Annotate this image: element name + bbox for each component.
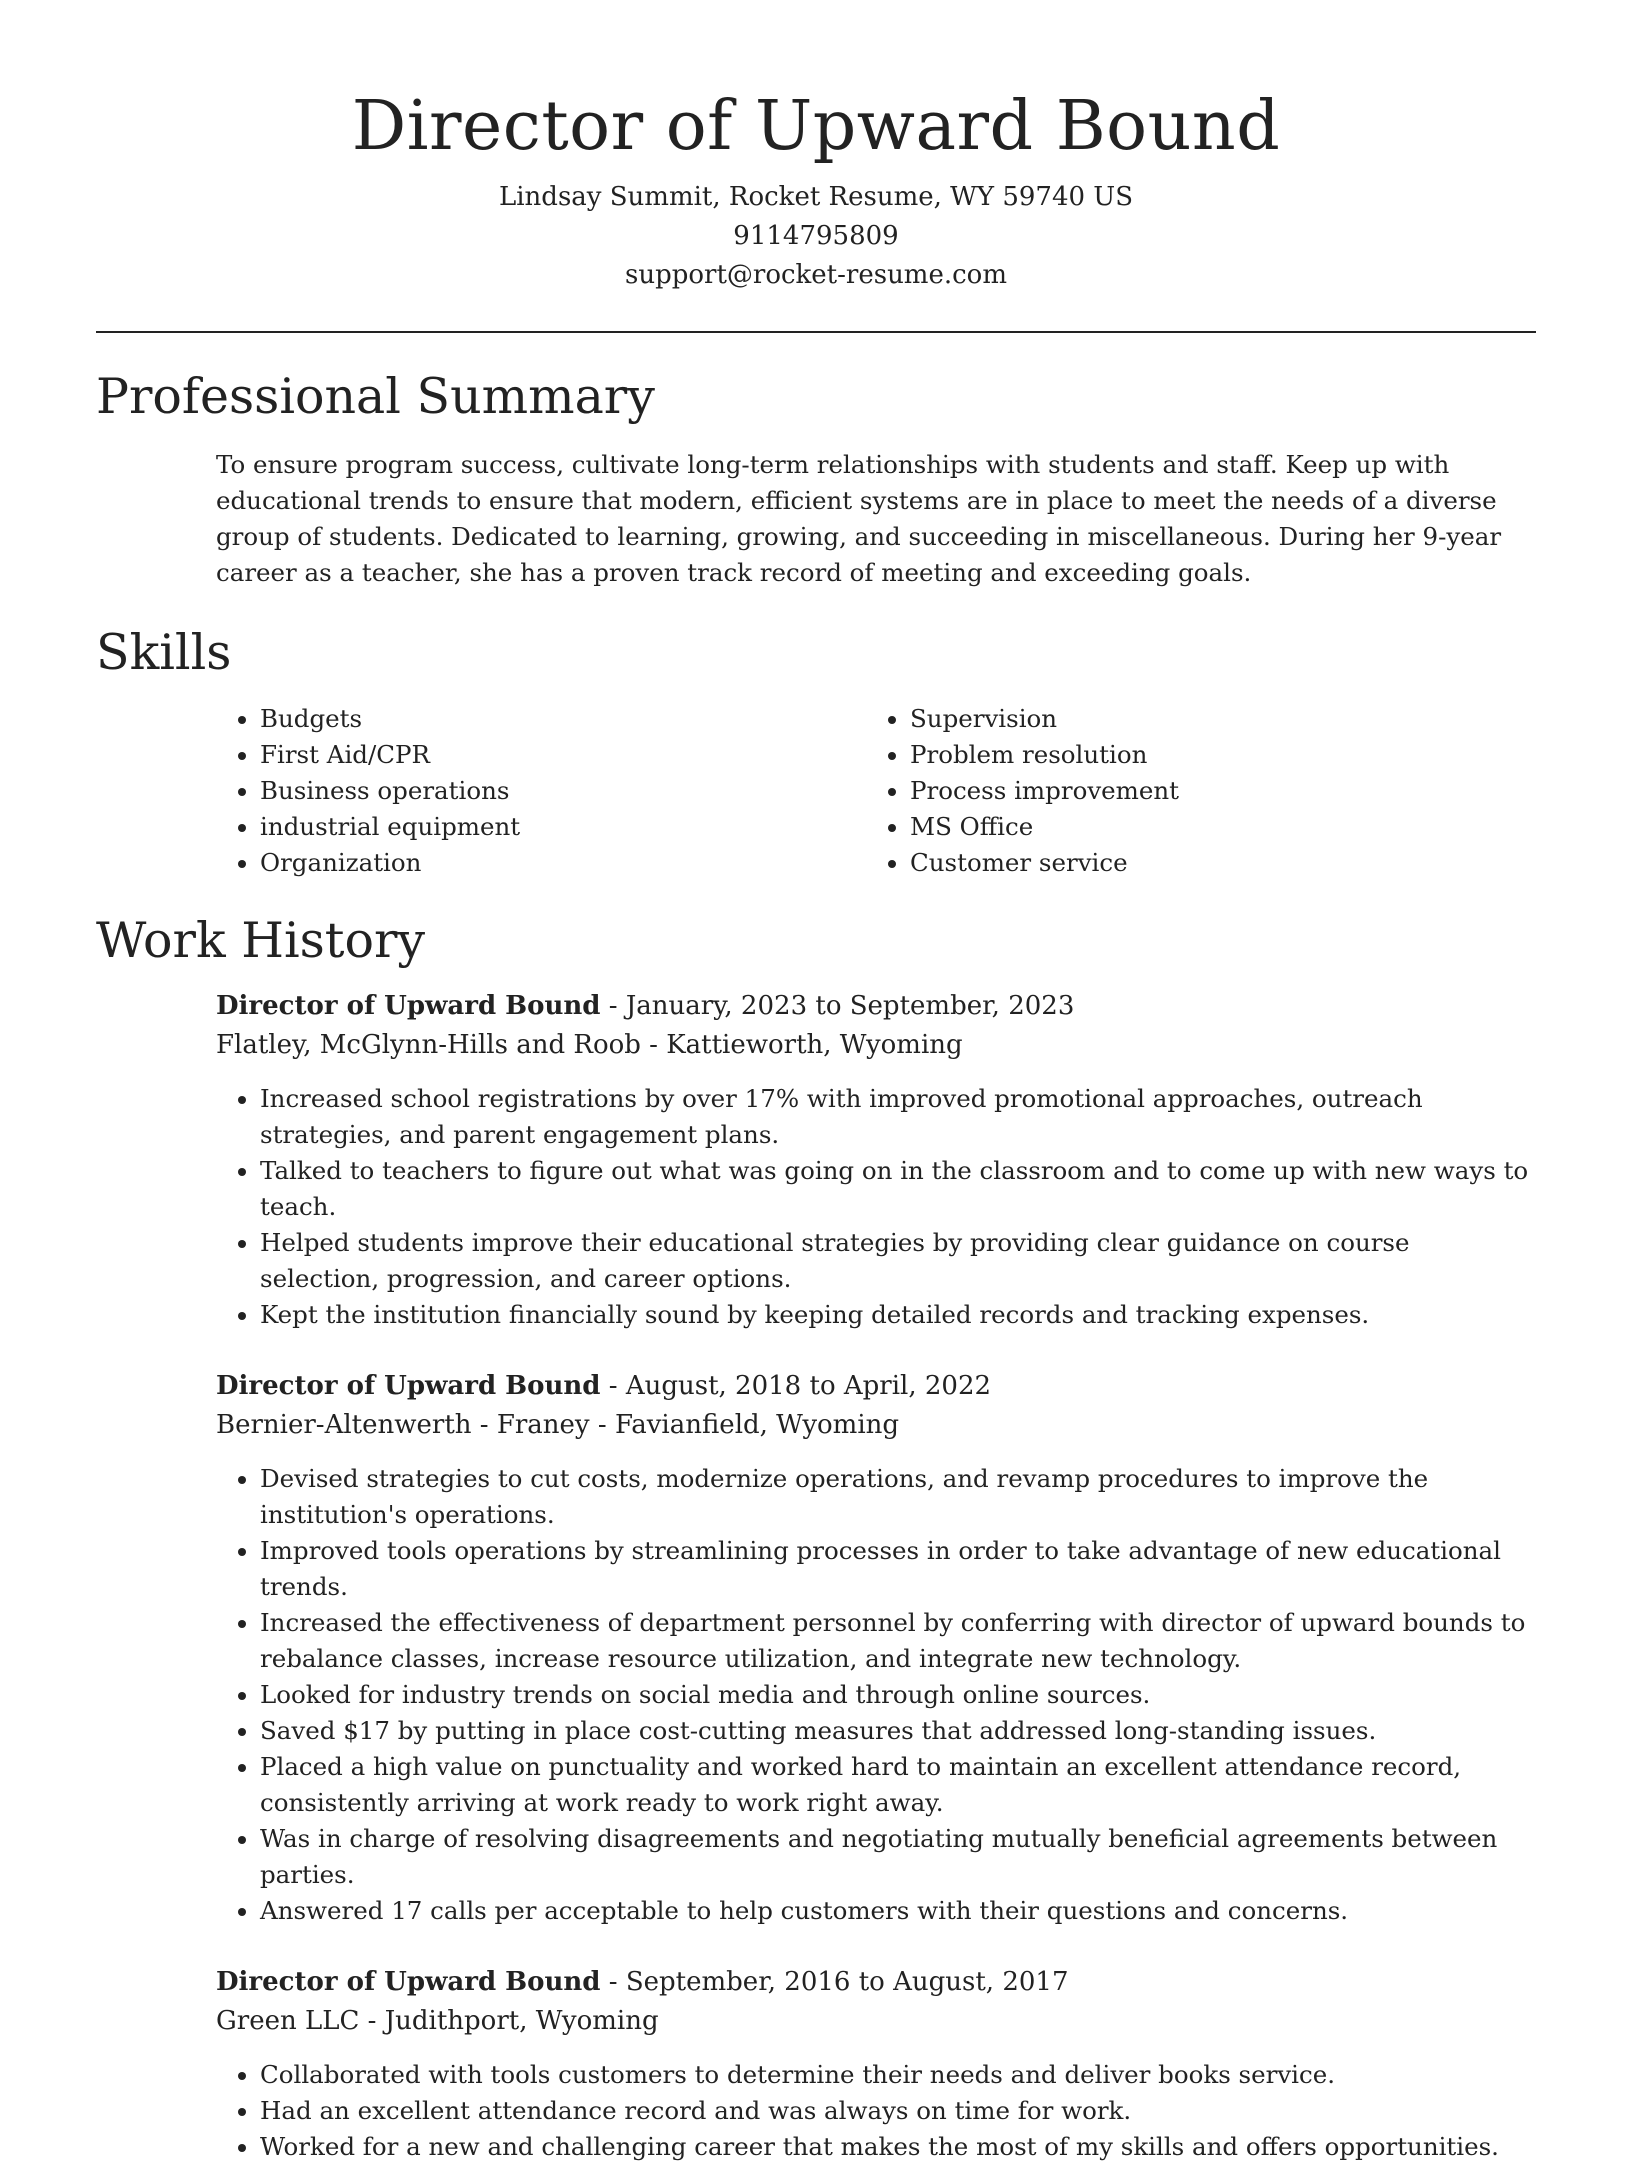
job-header: Director of Upward Bound - August, 2018 to April, 2022 [216,1371,992,1401]
resume-name: Director of Upward Bound [351,87,1281,166]
job-bullet: • Helped students improve their educational strategies by providing clear guidance on course selection, progression, and career options. [260,1225,1536,1297]
resume-header [96,0,1536,295]
job-dates: August, 2018 to April, 2022 [625,1371,992,1401]
job-bullet: • Looked for industry trends on social media and through online sources. [260,1677,1536,1713]
job-role: Director of Upward Bound [216,991,601,1021]
job-bullet: • Increased school registrations by over 17% with improved promotional approaches, outreach strategies, and parent engagement plans. [260,1081,1536,1153]
skills-list-left [216,701,866,881]
job-bullet: • Kept the institution financially sound by keeping detailed records and tracking expenses. [260,1297,1536,1333]
skill-item: • Customer service [910,845,1516,881]
header-divider [96,331,1536,333]
skill-item: • Business operations [260,773,866,809]
job-company: Bernier-Altenwerth - Franey - Favianfield, Wyoming [216,1410,900,1440]
skill-item: • Organization [260,845,866,881]
job-bullet: • Devised strategies to cut costs, modernize operations, and revamp procedures to improve the institution's operations. [260,1461,1536,1533]
skill-item: • MS Office [910,809,1516,845]
job-dates: January, 2023 to September, 2023 [625,991,1075,1021]
skills-grid [216,701,1536,881]
job-bullets [216,1081,1536,1333]
job-entry [216,1963,1536,2165]
job-role: Director of Upward Bound [216,1967,601,1997]
contact-email: support@rocket-resume.com [624,260,1007,290]
job-bullet: • Answered 17 calls per acceptable to help customers with their questions and concerns. [260,1893,1536,1929]
job-bullet: • Worked for a new and challenging career that makes the most of my skills and offers opportunities. [260,2129,1536,2165]
job-dates: September, 2016 to August, 2017 [625,1967,1069,1997]
skills-list-right [866,701,1516,881]
job-bullet: • Collaborated with tools customers to determine their needs and deliver books service. [260,2057,1536,2093]
contact-address: Lindsay Summit, Rocket Resume, WY 59740 US [498,182,1134,212]
skill-item: • Supervision [910,701,1516,737]
skill-item: • Problem resolution [910,737,1516,773]
job-bullets [216,1461,1536,1929]
job-bullet: • Had an excellent attendance record and was always on time for work. [260,2093,1536,2129]
job-bullet: • Talked to teachers to figure out what was going on in the classroom and to come up with new ways to teach. [260,1153,1536,1225]
contact-phone: 9114795809 [733,221,899,251]
job-bullet: • Saved $17 by putting in place cost-cutting measures that addressed long-standing issues. [260,1713,1536,1749]
summary-heading: Professional Summary [96,368,655,425]
skills-heading: Skills [96,624,232,681]
skill-item: • First Aid/CPR [260,737,866,773]
skill-item: • Budgets [260,701,866,737]
job-company: Flatley, McGlynn-Hills and Roob - Kattieworth, Wyoming [216,1030,963,1060]
job-entry [216,1367,1536,1929]
job-entry [216,987,1536,1333]
skill-item: • industrial equipment [260,809,866,845]
job-company: Green LLC - Judithport, Wyoming [216,2006,659,2036]
job-bullet: • Increased the effectiveness of department personnel by conferring with director of upward bounds to rebalance classes, increase resource utilization, and integrate new technology. [260,1605,1536,1677]
contact-block [96,178,1536,295]
job-bullet: • Was in charge of resolving disagreements and negotiating mutually beneficial agreements between parties. [260,1821,1536,1893]
job-header: Director of Upward Bound - September, 2016 to August, 2017 [216,1967,1069,1997]
job-role: Director of Upward Bound [216,1371,601,1401]
job-header: Director of Upward Bound - January, 2023 to September, 2023 [216,991,1075,1021]
job-bullets [216,2057,1536,2165]
resume-page [96,0,1536,2165]
summary-text: To ensure program success, cultivate long-term relationships with students and staff. Keep up with educational trends to ensure that modern, efficient systems are in place to meet the needs of a diverse group of students. Dedicated to learning, growing, and succeeding in miscellaneous. During her 9-year career as a teacher, she has a proven track record of meeting and exceeding goals. [216,450,1502,587]
skill-item: • Process improvement [910,773,1516,809]
work-history-heading: Work History [96,912,426,969]
job-bullet: • Placed a high value on punctuality and worked hard to maintain an excellent attendance record, consistently arriving at work ready to work right away. [260,1749,1536,1821]
job-bullet: • Improved tools operations by streamlining processes in order to take advantage of new educational trends. [260,1533,1536,1605]
